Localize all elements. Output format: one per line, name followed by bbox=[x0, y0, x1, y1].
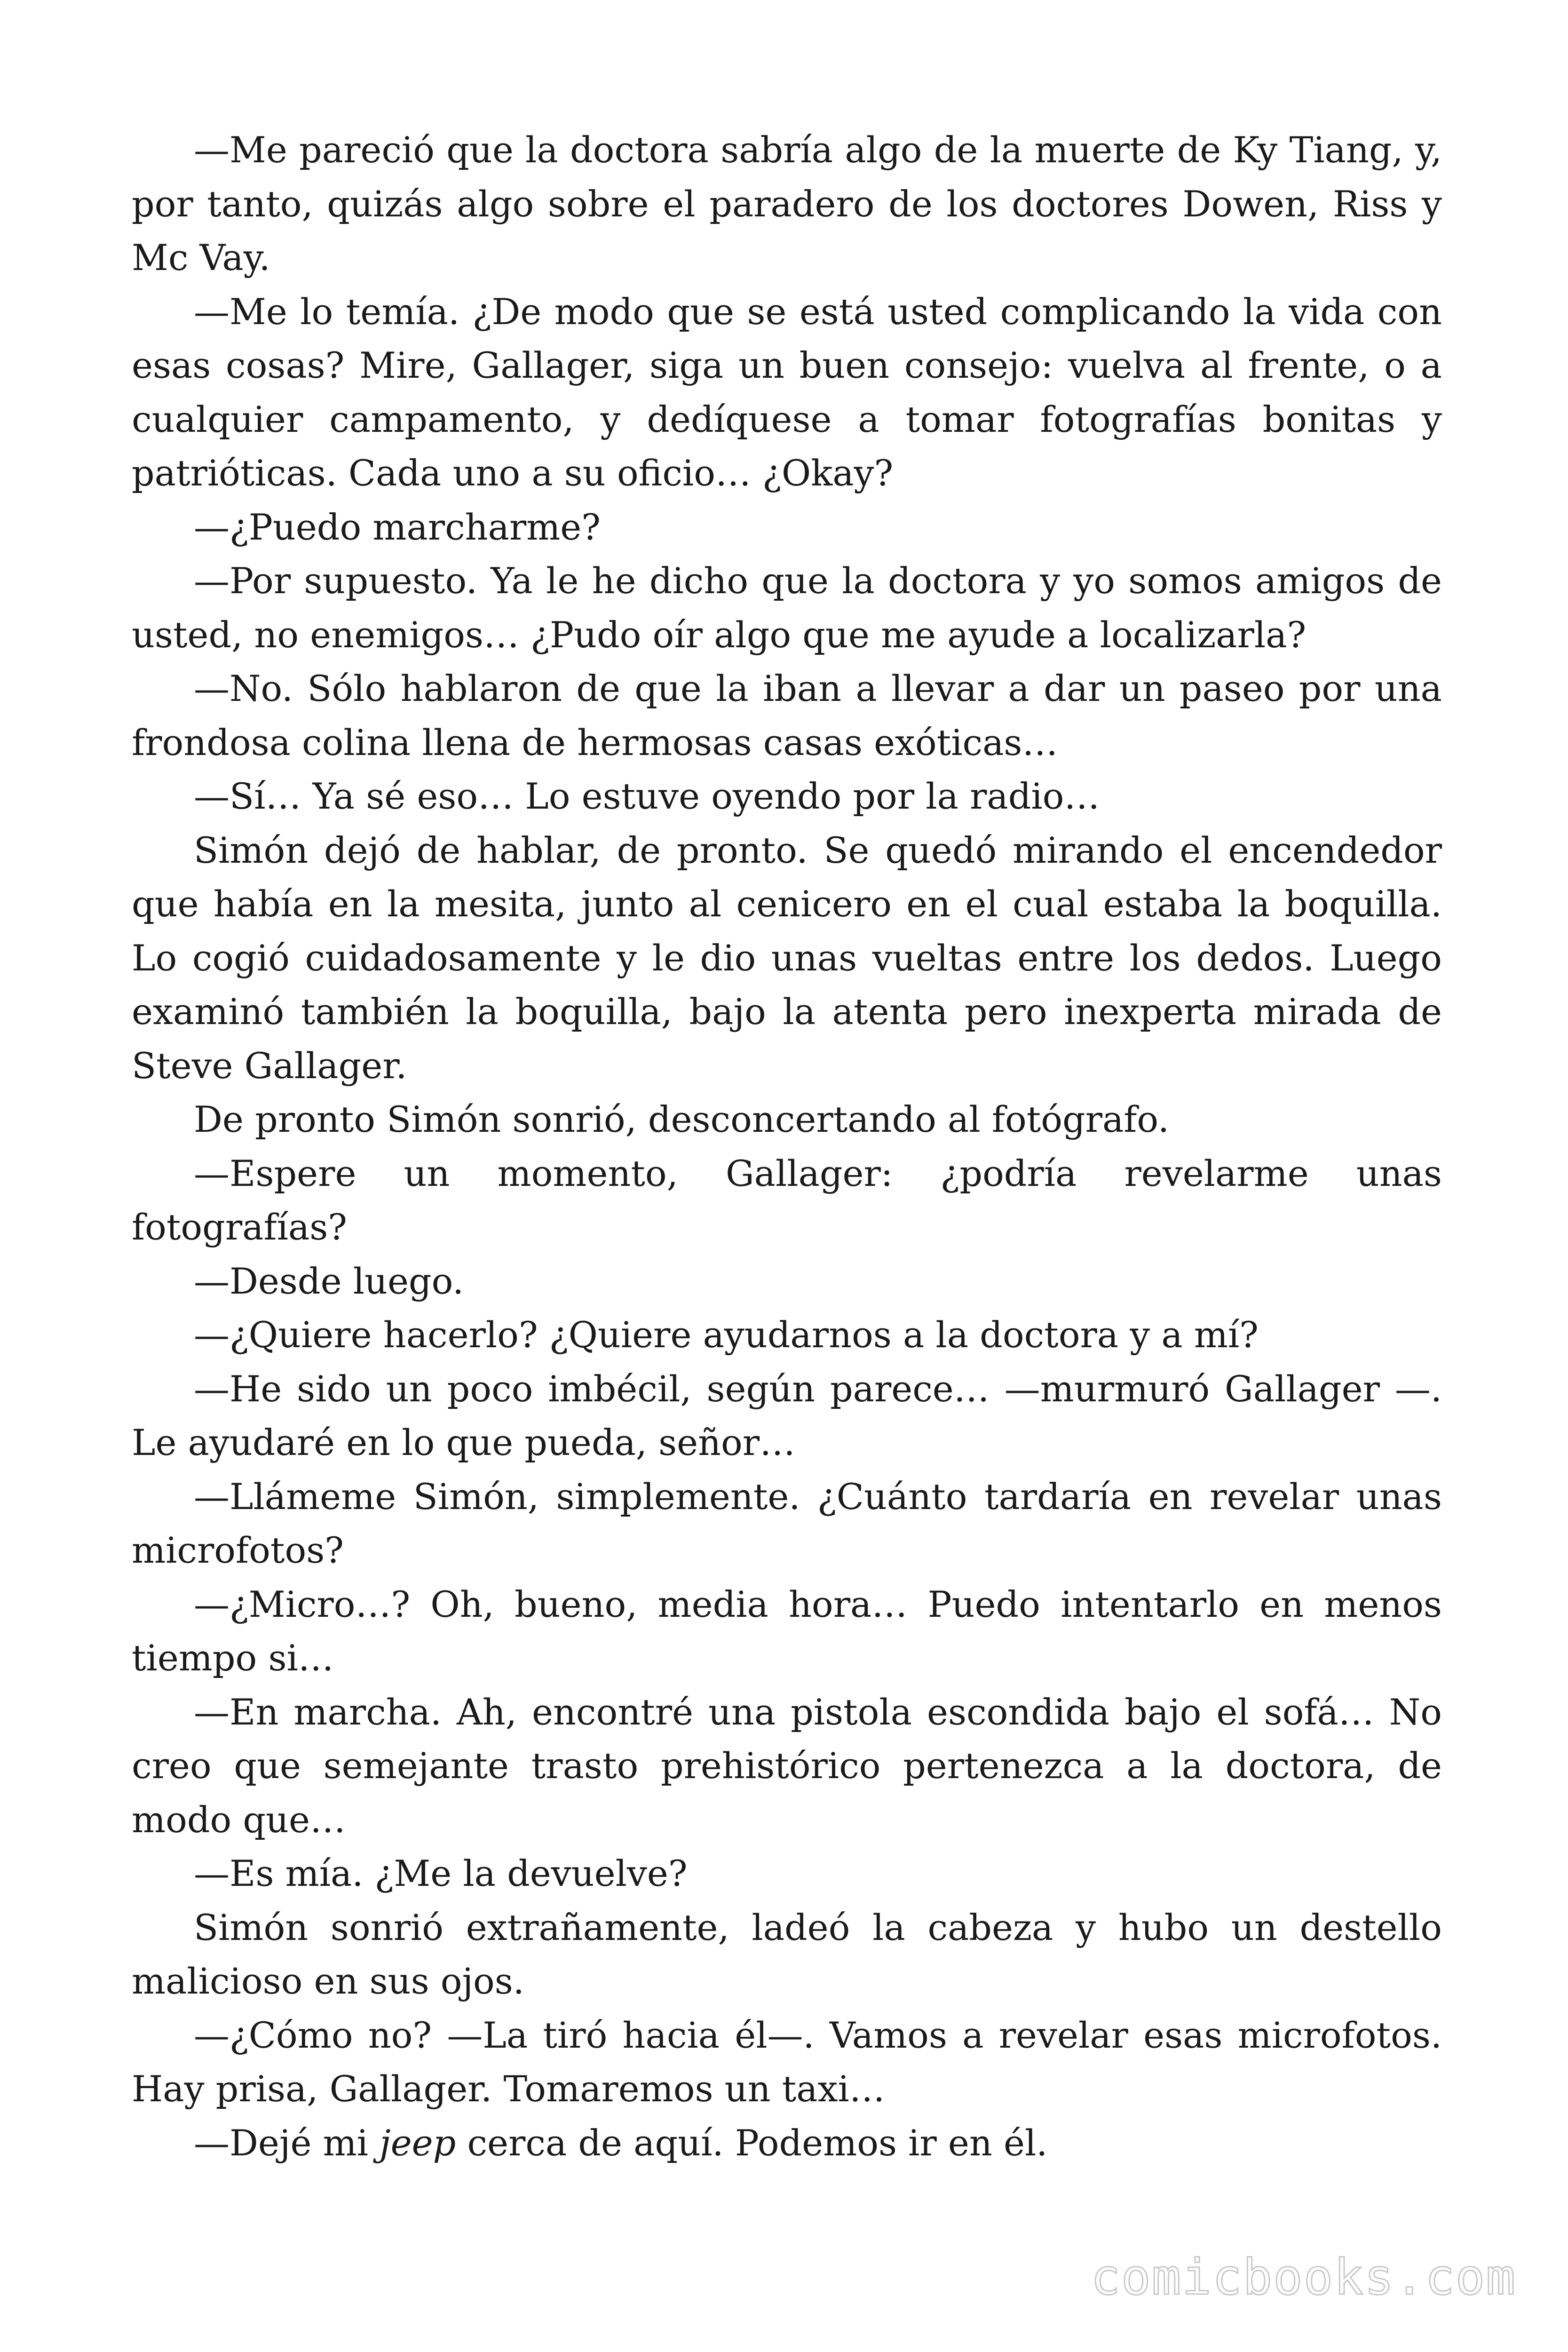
paragraph: —Me lo temía. ¿De modo que se está usted complicando la vida con esas cosas? Mire, Gallager, siga un buen consejo: vuelva al frente, o a cualquier campamento, y dedíquese a tomar fotografías bonitas y patrióticas. Cada uno a su oficio… ¿Okay? bbox=[132, 290, 1442, 494]
paragraph: —Llámeme Simón, simplemente. ¿Cuánto tardaría en revelar unas microfotos? bbox=[132, 1475, 1442, 1571]
paragraph: De pronto Simón sonrió, desconcertando al fotógrafo. bbox=[194, 1098, 1170, 1140]
paragraph-last bbox=[132, 2116, 1442, 2170]
italic-word: jeep bbox=[380, 2122, 456, 2164]
paragraph: —Es mía. ¿Me la devuelve? bbox=[194, 1852, 688, 1894]
paragraph: Simón dejó de hablar, de pronto. Se quedó mirando el encendedor que había en la mesita, junto al cenicero en el cual estaba la boquilla. Lo cogió cuidadosamente y le dio unas vueltas entre los dedos. Luego examinó también la boquilla, bajo la atenta pero inexperta mirada de Steve Gallager. bbox=[132, 829, 1442, 1087]
paragraph: —¿Puedo marcharme? bbox=[194, 506, 601, 548]
watermark: comicbooks.com bbox=[1091, 2249, 1516, 2306]
paragraph: —Sí… Ya sé eso… Lo estuve oyendo por la radio… bbox=[194, 775, 1100, 817]
paragraph: —Espere un momento, Gallager: ¿podría revelarme unas fotografías? bbox=[132, 1152, 1442, 1248]
paragraph: —En marcha. Ah, encontré una pistola escondida bajo el sofá… No creo que semejante trasto prehistórico pertenezca a la doctora, de modo que… bbox=[132, 1691, 1442, 1841]
paragraph: —¿Micro…? Oh, bueno, media hora… Puedo intentarlo en menos tiempo si… bbox=[132, 1583, 1442, 1679]
paragraph-text-after: cerca de aquí. Podemos ir en él. bbox=[456, 2122, 1048, 2164]
paragraph: —He sido un poco imbécil, según parece… —murmuró Gallager —. Le ayudaré en lo que pueda, señor… bbox=[132, 1367, 1442, 1463]
paragraph-text-before: —Dejé mi bbox=[194, 2122, 380, 2164]
paragraph: —Por supuesto. Ya le he dicho que la doctora y yo somos amigos de usted, no enemigos… ¿Pudo oír algo que me ayude a localizarla? bbox=[132, 560, 1442, 656]
paragraph: —¿Quiere hacerlo? ¿Quiere ayudarnos a la doctora y a mí? bbox=[194, 1314, 1259, 1356]
paragraph: —¿Cómo no? —La tiró hacia él—. Vamos a revelar esas microfotos. Hay prisa, Gallager. Tomaremos un taxi… bbox=[132, 2014, 1442, 2110]
paragraph: —Me pareció que la doctora sabría algo de la muerte de Ky Tiang, y, por tanto, quizás algo sobre el paradero de los doctores Dowen, Riss y Mc Vay. bbox=[132, 129, 1442, 278]
paragraph: Simón sonrió extrañamente, ladeó la cabeza y hubo un destello malicioso en sus ojos. bbox=[132, 1906, 1442, 2002]
page-text bbox=[132, 123, 1442, 2170]
paragraph: —No. Sólo hablaron de que la iban a llevar a dar un paseo por una frondosa colina llena de hermosas casas exóticas… bbox=[132, 667, 1442, 763]
paragraph: —Desde luego. bbox=[194, 1260, 464, 1302]
